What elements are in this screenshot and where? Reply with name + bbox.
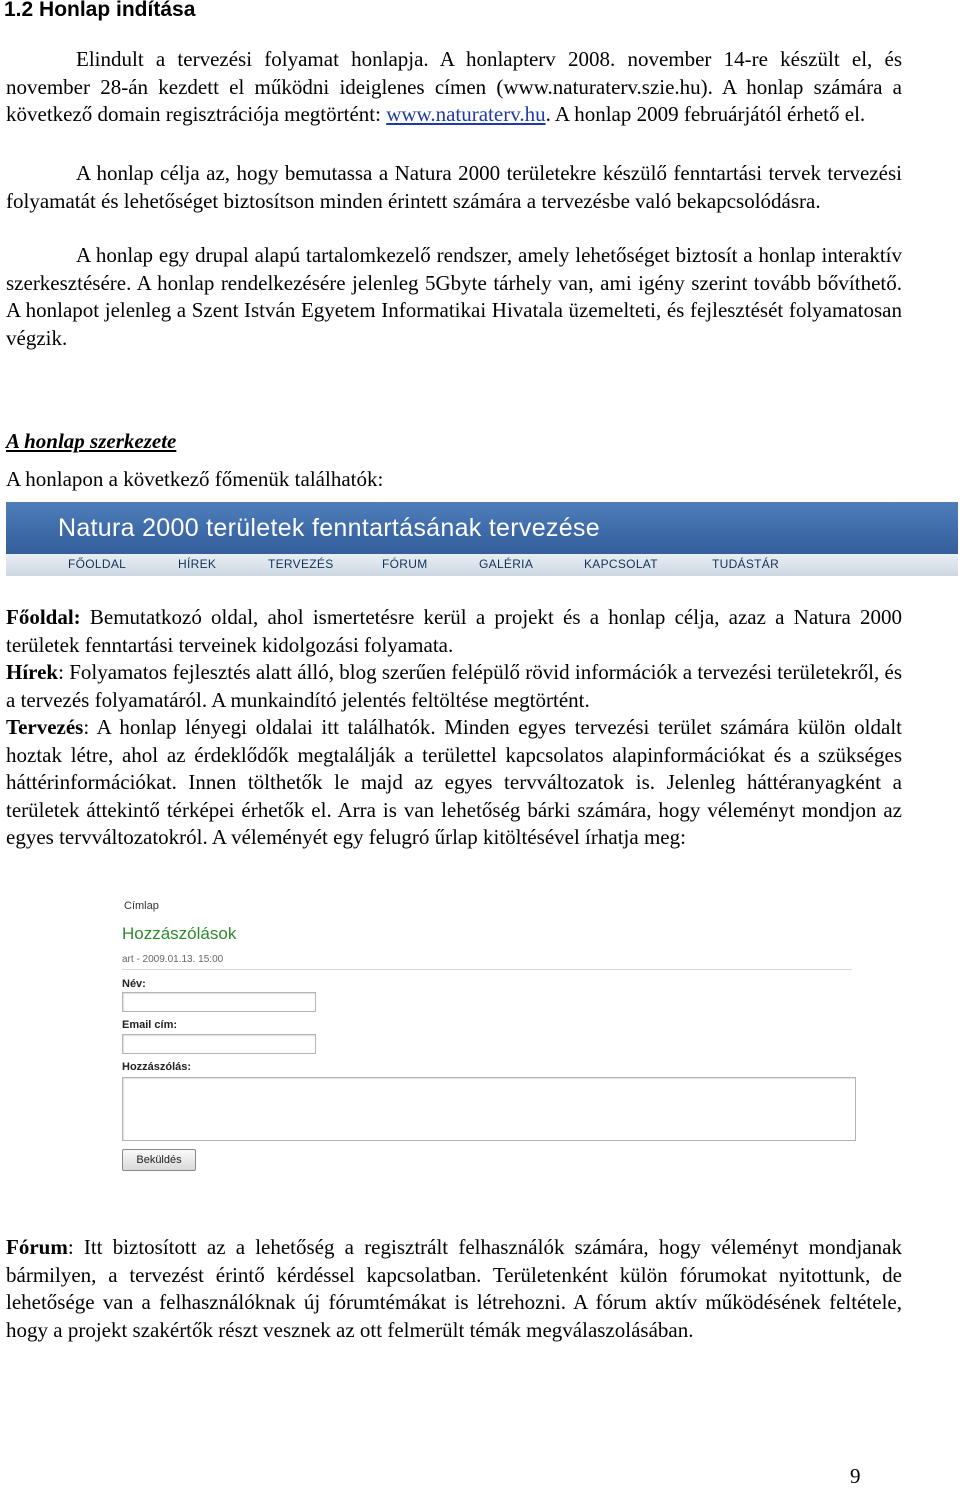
- naturaterv-link[interactable]: www.naturaterv.hu: [386, 102, 546, 126]
- desc-forum-label: Fórum: [6, 1235, 68, 1259]
- menu-item-tudastar[interactable]: TUDÁSTÁR: [712, 557, 780, 571]
- section-title: 1.2 Honlap indítása: [4, 0, 196, 21]
- comment-textarea[interactable]: [122, 1077, 856, 1141]
- desc-forum: [6, 1234, 902, 1344]
- desc-tervezes-text: : A honlap lényegi oldalai itt találhatók. Minden egyes tervezési terület számára külön oldalt hoztak létre, ahol az érdeklődők megtalálják a területtel kapcsolatos alapinformációkat és a szükséges háttérinformációkat. Innen tölthetők le majd az egyes tervváltozatok is. Jelenleg háttéranyagként a területek áttekintő térképei érhetők el. Arra is van lehetőség bárki számára, hogy véleményt mondjon az egyes tervváltozatokról. A véleményét egy felugró űrlap kitöltésével írhatja meg:: [6, 715, 902, 849]
- banner-main-menu: [6, 554, 958, 576]
- desc-hirek-label: Hírek: [6, 660, 59, 684]
- comment-form-title: Hozzászólások: [122, 924, 237, 943]
- email-input[interactable]: [122, 1034, 316, 1054]
- desc-hirek-text: : Folyamatos fejlesztés alatt álló, blog szerűen felépülő rövid információk a tervezési területekről, és a tervezés folyamatáról. A munkaindító jelentés feltöltése megtörtént.: [6, 660, 902, 712]
- submit-button[interactable]: Beküldés: [122, 1149, 196, 1171]
- comment-label: Hozzászólás:: [122, 1061, 192, 1073]
- name-input[interactable]: [122, 992, 316, 1012]
- page-number: 9: [850, 1464, 861, 1488]
- site-banner-screenshot: [6, 502, 958, 576]
- divider: [122, 969, 852, 970]
- desc-forum-text: : Itt biztosított az a lehetőség a regisztrált felhasználók számára, hogy véleményt mondjanak bármilyen, a tervezést érintő kérdéssel kapcsolatban. Területenként külön fórumokat nyitottunk, de lehetősége van a felhasználóknak új fórumtémákat is létrehozni. A fórum aktív működésének feltétele, hogy a projekt szakértők részt vesznek az ott felmerült témák megválaszolásában.: [6, 1235, 902, 1342]
- menu-item-tervezes[interactable]: TERVEZÉS: [268, 557, 334, 571]
- desc-hirek: [6, 659, 902, 714]
- desc-fooldal-text: Bemutatkozó oldal, ahol ismertetésre kerül a projekt és a honlap célja, azaz a Natura 2000 területek fenntartási terveinek kidolgozási folyamata.: [6, 605, 902, 657]
- structure-intro: A honlapon a következő főmenük találhatók:: [6, 467, 384, 491]
- menu-item-hirek[interactable]: HÍREK: [178, 557, 217, 571]
- breadcrumb[interactable]: Címlap: [124, 900, 159, 912]
- intro-text-1b: . A honlap 2009 februárjától érhető el.: [545, 102, 866, 126]
- structure-heading: A honlap szerkezete: [6, 429, 177, 453]
- desc-tervezes: [6, 714, 902, 852]
- comment-form-screenshot: [118, 896, 858, 1178]
- menu-item-forum[interactable]: FÓRUM: [382, 557, 428, 571]
- desc-fooldal-label: Főoldal:: [6, 605, 81, 629]
- menu-item-galeria[interactable]: GALÉRIA: [479, 557, 534, 571]
- desc-tervezes-label: Tervezés: [6, 715, 84, 739]
- intro-text-1a: Elindult a tervezési folyamat honlapja. A honlapterv 2008. november 14-re készült el, és november 28-án kezdett el működni ideiglenes címen (www.naturaterv.szie.hu). A honlap számára a következő domain regisztrációja megtörtént:: [6, 47, 902, 126]
- banner-title: Natura 2000 területek fenntartásának tervezése: [6, 502, 958, 554]
- menu-item-kapcsolat[interactable]: KAPCSOLAT: [584, 557, 658, 571]
- intro-paragraph-3: A honlap egy drupal alapú tartalomkezelő rendszer, amely lehetőséget biztosít a honlap interaktív szerkesztésére. A honlap rendelkezésére jelenleg 5Gbyte tárhely van, ami igény szerint tovább bővíthető. A honlapot jelenleg a Szent István Egyetem Informatikai Hivatala üzemelteti, és fejlesztését folyamatosan végzik.: [6, 243, 902, 350]
- menu-item-fooldal[interactable]: FŐOLDAL: [68, 557, 127, 571]
- intro-paragraph-1: [6, 46, 902, 129]
- desc-fooldal: [6, 604, 902, 659]
- email-label: Email cím:: [122, 1019, 178, 1031]
- comment-form-meta: art - 2009.01.13. 15:00: [122, 954, 224, 965]
- intro-paragraph-2: A honlap célja az, hogy bemutassa a Natura 2000 területekre készülő fenntartási tervek tervezési folyamatát és lehetőséget biztosítson minden érintett számára a tervezésbe való bekapcsolódásra.: [6, 161, 902, 213]
- name-label: Név:: [122, 978, 146, 990]
